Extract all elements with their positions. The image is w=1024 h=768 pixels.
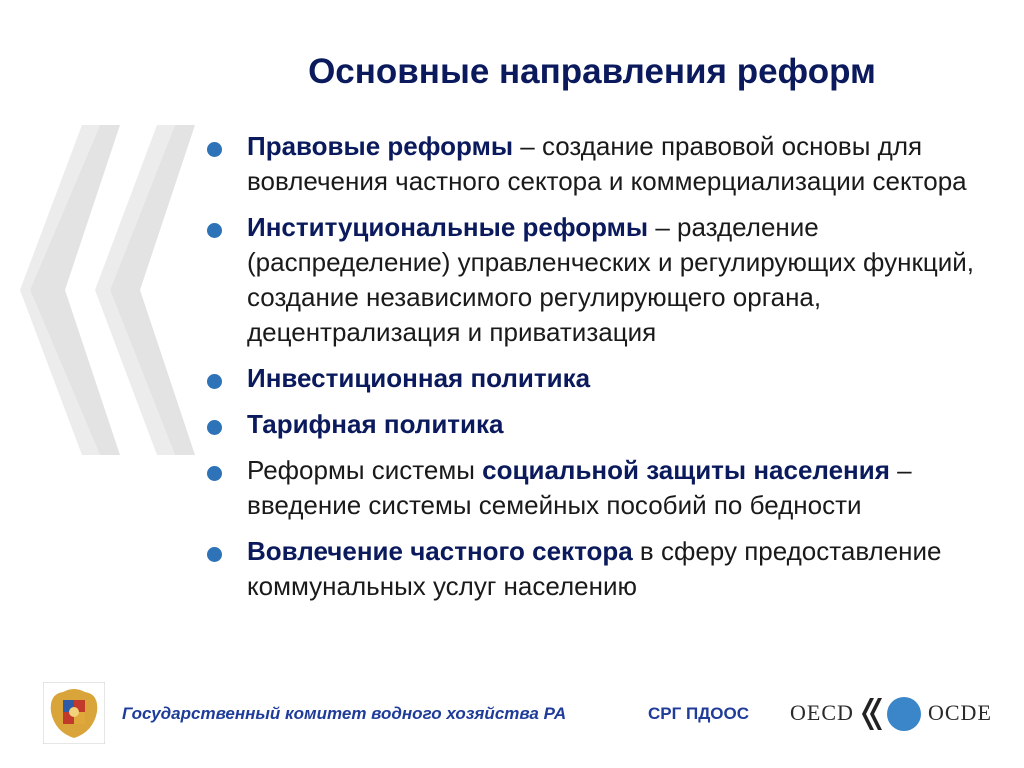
- bullet-icon: [207, 420, 222, 435]
- item-text: – введение системы семейных пособий по бедности: [247, 455, 912, 520]
- item-heading: Институциональные реформы: [247, 212, 649, 242]
- item-prefix: Реформы системы: [247, 455, 483, 485]
- footer: [0, 680, 1024, 760]
- committee-name: Государственный комитет водного хозяйства РА: [122, 704, 567, 723]
- bullet-icon: [207, 374, 222, 389]
- item-heading: Инвестиционная политика: [247, 363, 591, 393]
- list-item: [207, 129, 1007, 199]
- item-heading: Правовые реформы: [247, 131, 514, 161]
- item-text: – разделение (распределение) управленческих и регулирующих функций, создание независимого регулирующего органа, децентрализация и приватизация: [247, 212, 975, 347]
- bullet-icon: [207, 466, 222, 481]
- armenia-emblem-icon: [43, 682, 105, 744]
- list-item: [207, 453, 1007, 523]
- item-heading: Тарифная политика: [247, 409, 504, 439]
- decorative-chevrons: [20, 125, 200, 455]
- item-text: в сферу предоставление коммунальных услуг населению: [247, 536, 942, 601]
- bullet-icon: [207, 547, 222, 562]
- list-item: [207, 534, 1007, 604]
- srg-label: СРГ ПДООС: [648, 704, 750, 723]
- page-title: Основные направления реформ: [308, 52, 876, 91]
- item-heading: Вовлечение частного сектора: [247, 536, 633, 566]
- list-item: [207, 361, 1007, 396]
- oecd-label: OECD: [790, 700, 854, 725]
- reform-list: [207, 129, 1007, 615]
- bullet-icon: [207, 142, 222, 157]
- list-item: [207, 407, 1007, 442]
- oecd-logo-icon: [860, 694, 924, 734]
- bullet-icon: [207, 223, 222, 238]
- item-text: – создание правовой основы для вовлечения частного сектора и коммерциализации сектора: [247, 131, 967, 196]
- list-item: [207, 210, 1007, 350]
- item-heading: социальной защиты населения: [482, 455, 890, 485]
- ocde-label: OCDE: [928, 700, 992, 725]
